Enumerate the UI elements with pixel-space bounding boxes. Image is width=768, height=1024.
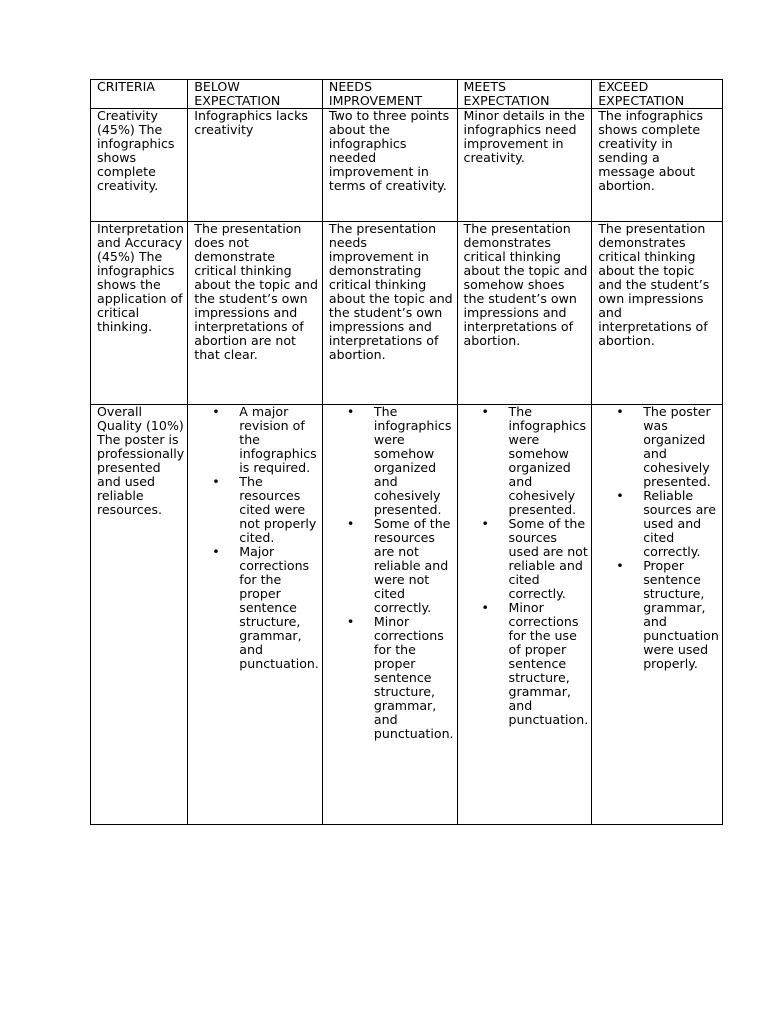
meets-cell: The presentation demonstrates critical thinking about the topic and somehow shoes the student’s own impressions and interpretations of abortion. xyxy=(457,222,592,405)
criteria-cell: Interpretation and Accuracy (45%) The infographics shows the application of critical thinking. xyxy=(91,222,188,405)
needs-cell: The presentation needs improvement in demonstrating critical thinking about the topic and the student’s own impressions and interpretations of abortion. xyxy=(322,222,457,405)
header-meets-expectation: MEETS EXPECTATION xyxy=(457,80,592,109)
header-exceed-expectation: EXCEED EXPECTATION xyxy=(592,80,723,109)
list-item: • The infographics were somehow organized and cohesively presented. xyxy=(374,405,454,517)
rubric-table xyxy=(90,79,723,825)
exceed-cell: The presentation demonstrates critical thinking about the topic and the student’s own impressions and interpretations of abortion. xyxy=(592,222,723,405)
list-item: • Reliable sources are used and cited correctly. xyxy=(643,489,719,559)
bullet-list xyxy=(329,405,454,741)
header-row xyxy=(91,80,723,109)
table-row xyxy=(91,405,723,825)
needs-cell xyxy=(322,405,457,825)
meets-cell xyxy=(457,405,592,825)
list-item: • Minor corrections for the use of proper sentence structure, grammar, and punctuation. xyxy=(509,601,589,727)
below-cell: Infographics lacks creativity xyxy=(188,109,323,222)
exceed-cell xyxy=(592,405,723,825)
bullet-list xyxy=(598,405,719,671)
header-below-expectation: BELOW EXPECTATION xyxy=(188,80,323,109)
list-item: • The infographics were somehow organized and cohesively presented. xyxy=(509,405,589,517)
list-item: • A major revision of the infographics is required. xyxy=(239,405,319,475)
below-cell: The presentation does not demonstrate critical thinking about the topic and the student’s own impressions and interpretations of abortion are not that clear. xyxy=(188,222,323,405)
bullet-list xyxy=(194,405,319,671)
list-item: • Proper sentence structure, grammar, and punctuation were used properly. xyxy=(643,559,719,671)
criteria-cell: Creativity (45%) The infographics shows complete creativity. xyxy=(91,109,188,222)
header-needs-improvement: NEEDS IMPROVEMENT xyxy=(322,80,457,109)
table-row xyxy=(91,109,723,222)
bullet-list xyxy=(464,405,589,727)
needs-cell: Two to three points about the infographics needed improvement in terms of creativity. xyxy=(322,109,457,222)
table-row xyxy=(91,222,723,405)
list-item: • The poster was organized and cohesively presented. xyxy=(643,405,719,489)
exceed-cell: The infographics shows complete creativity in sending a message about abortion. xyxy=(592,109,723,222)
list-item: • Some of the resources are not reliable and were not cited correctly. xyxy=(374,517,454,615)
list-item: • Minor corrections for the proper sentence structure, grammar, and punctuation. xyxy=(374,615,454,741)
below-cell xyxy=(188,405,323,825)
list-item: • Some of the sources used are not reliable and cited correctly. xyxy=(509,517,589,601)
list-item: • Major corrections for the proper sentence structure, grammar, and punctuation. xyxy=(239,545,319,671)
header-criteria: CRITERIA xyxy=(91,80,188,109)
list-item: • The resources cited were not properly cited. xyxy=(239,475,319,545)
meets-cell: Minor details in the infographics need improvement in creativity. xyxy=(457,109,592,222)
criteria-cell: Overall Quality (10%) The poster is professionally presented and used reliable resources. xyxy=(91,405,188,825)
